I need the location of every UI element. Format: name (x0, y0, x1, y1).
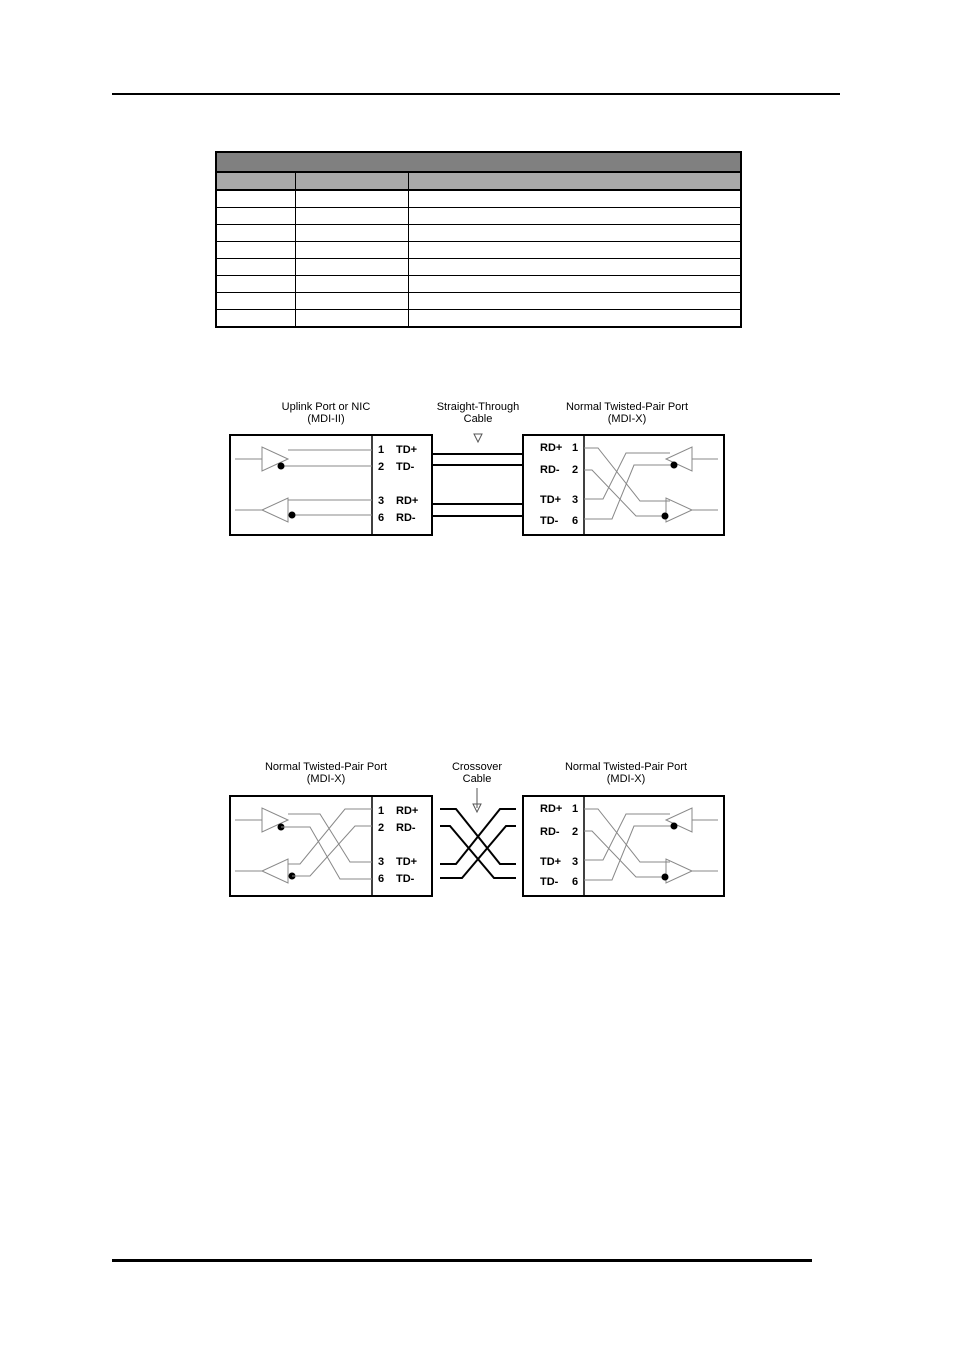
cable-subtitle: Cable (462, 773, 492, 785)
left-port-subtitle: (MDI-X) (306, 773, 346, 785)
table-row (216, 276, 741, 293)
table-row (216, 310, 741, 328)
pin-number: 1 (572, 442, 579, 454)
table-cell (216, 293, 295, 310)
table-row (216, 208, 741, 225)
amplifier-icon (666, 859, 692, 883)
pin-signal: RD- (540, 464, 560, 476)
table-cell (216, 242, 295, 259)
table-cell (216, 225, 295, 242)
table-header-cell (408, 172, 741, 190)
node-dot (671, 823, 678, 830)
table-cell (408, 190, 741, 208)
table-cell (408, 208, 741, 225)
amplifier-icon (262, 859, 288, 883)
pin-number: 1 (378, 805, 385, 817)
pin-number: 2 (572, 826, 579, 838)
node-dot (278, 463, 285, 470)
pin-signal: RD+ (540, 803, 563, 815)
cable-wire (440, 826, 516, 878)
table-header-cell (295, 172, 408, 190)
table-title-cell (216, 152, 741, 172)
wire (288, 814, 372, 862)
wire (584, 826, 674, 880)
pin-signal: TD+ (540, 856, 562, 868)
table-cell (216, 276, 295, 293)
footer-rule (112, 1259, 812, 1262)
pin-number: 2 (572, 464, 579, 476)
amplifier-icon (666, 447, 692, 471)
pin-number: 3 (572, 856, 579, 868)
crossover-wiring-diagram (0, 756, 954, 906)
node-dot (662, 874, 669, 881)
amplifier-icon (666, 498, 692, 522)
pin-signal: RD+ (540, 442, 563, 454)
table-cell (408, 293, 741, 310)
pin-number: 6 (572, 876, 579, 888)
pin-signal: TD+ (396, 856, 418, 868)
table-cell (295, 310, 408, 328)
amplifier-icon (666, 808, 692, 832)
table-header-cell (216, 172, 295, 190)
left-port-title: Uplink Port or NIC (281, 401, 371, 413)
left-port-subtitle: (MDI-II) (307, 413, 345, 425)
table-row (216, 190, 741, 208)
right-port-title: Normal Twisted-Pair Port (564, 761, 688, 773)
pin-number: 2 (378, 461, 385, 473)
pin-signal: RD- (396, 512, 416, 524)
pin-signal: TD+ (396, 444, 418, 456)
table-row (216, 225, 741, 242)
pin-signal: RD- (540, 826, 560, 838)
pin-signal: RD+ (396, 805, 419, 817)
pin-number: 3 (572, 494, 579, 506)
wire (584, 814, 670, 860)
cable-wire (440, 826, 516, 878)
right-port-subtitle: (MDI-X) (607, 413, 647, 425)
table-cell (408, 242, 741, 259)
pin-signal: RD- (396, 822, 416, 834)
left-port-title: Normal Twisted-Pair Port (264, 761, 388, 773)
node-dot (289, 512, 296, 519)
table-cell (295, 208, 408, 225)
wire (584, 465, 674, 519)
table-cell (216, 310, 295, 328)
cable-title: Straight-Through (436, 401, 520, 413)
header-rule (112, 93, 840, 95)
pin-number: 3 (378, 495, 385, 507)
amplifier-icon (262, 498, 288, 522)
table-title-row (216, 152, 741, 172)
pin-signal: TD- (540, 515, 559, 527)
wire (288, 809, 372, 864)
table-cell (408, 225, 741, 242)
straight-through-wiring-diagram (0, 395, 954, 545)
pin-number: 1 (572, 803, 579, 815)
cable-wire (440, 809, 516, 864)
pin-assignment-table (215, 151, 742, 328)
arrow-down-icon (474, 434, 482, 442)
table-cell (295, 190, 408, 208)
table-cell (408, 259, 741, 276)
pin-signal: TD+ (540, 494, 562, 506)
node-dot (671, 462, 678, 469)
table-header-row (216, 172, 741, 190)
table-cell (295, 293, 408, 310)
right-port-title: Normal Twisted-Pair Port (565, 401, 689, 413)
table-cell (216, 208, 295, 225)
node-dot (662, 513, 669, 520)
table-row (216, 259, 741, 276)
table-cell (408, 310, 741, 328)
pin-number: 6 (378, 873, 385, 885)
pin-number: 6 (572, 515, 579, 527)
pin-number: 2 (378, 822, 385, 834)
table-cell (295, 276, 408, 293)
wire (584, 453, 670, 499)
pin-signal: TD- (540, 876, 559, 888)
right-port-subtitle: (MDI-X) (606, 773, 646, 785)
wire (584, 470, 665, 516)
table-cell (216, 259, 295, 276)
table-cell (295, 225, 408, 242)
table-cell (295, 259, 408, 276)
cable-title: Crossover (451, 761, 503, 773)
wire (281, 827, 372, 879)
table-cell (216, 190, 295, 208)
table-row (216, 242, 741, 259)
pin-number: 1 (378, 444, 385, 456)
pin-signal: TD- (396, 461, 415, 473)
pin-number: 6 (378, 512, 385, 524)
cable-subtitle: Cable (463, 413, 493, 425)
table-cell (295, 242, 408, 259)
pin-signal: RD+ (396, 495, 419, 507)
table-cell (408, 276, 741, 293)
table-row (216, 293, 741, 310)
wire (584, 831, 665, 877)
pin-number: 3 (378, 856, 385, 868)
pin-signal: TD- (396, 873, 415, 885)
